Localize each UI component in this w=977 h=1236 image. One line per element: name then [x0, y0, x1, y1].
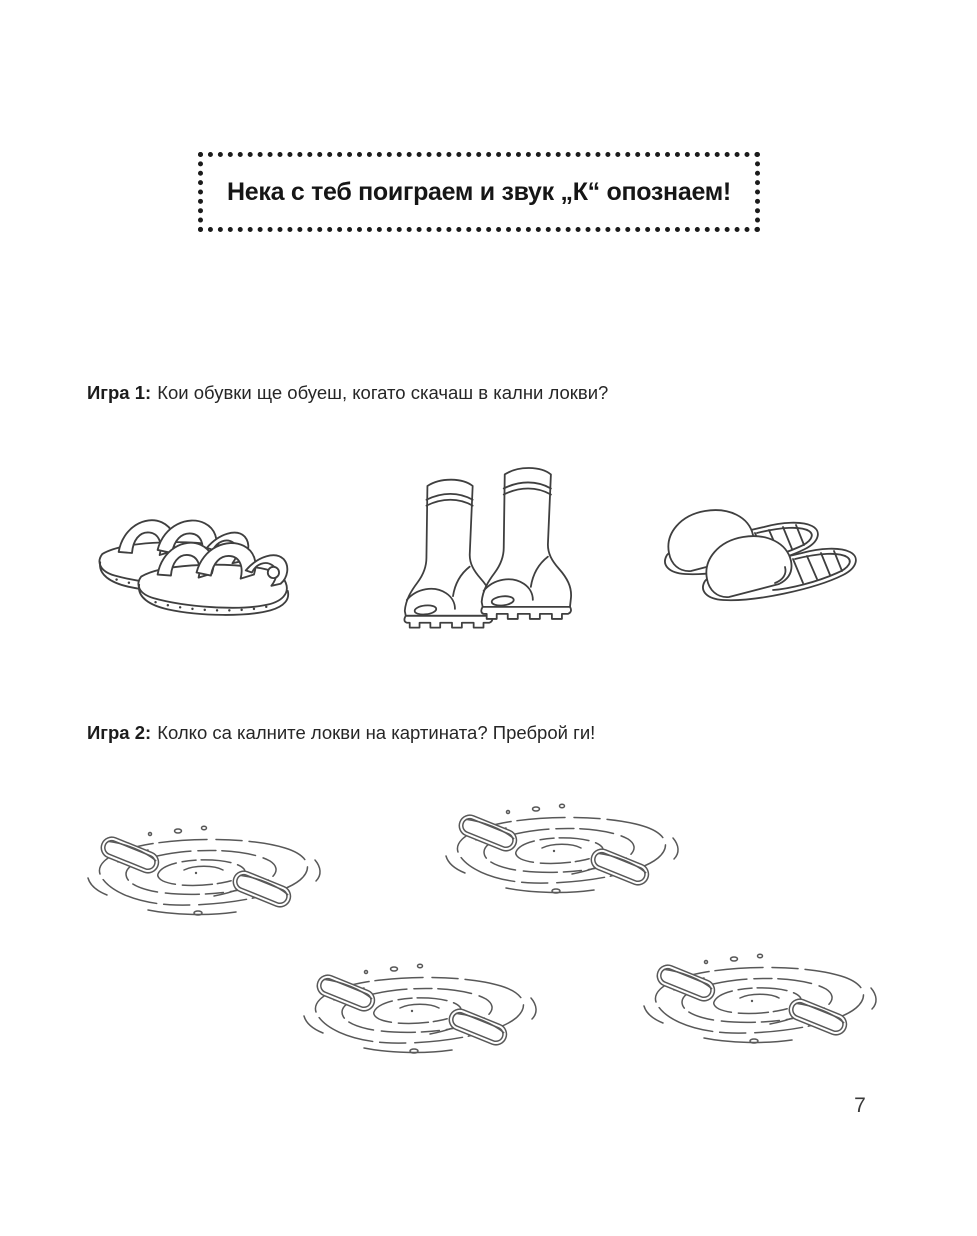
page-number: 7 [854, 1094, 866, 1117]
rubber-boots-image [392, 455, 574, 633]
puddle-image-2 [436, 796, 684, 898]
game-2-label: Игра 2: [87, 721, 152, 743]
slippers-image [655, 488, 865, 608]
puddle-image-3 [294, 956, 542, 1058]
puddle-image-4 [634, 946, 882, 1048]
page-title: Нека с теб поиграем и звук „К“ опознаем! [227, 177, 731, 206]
game-1-label: Игра 1: [87, 381, 152, 403]
puddle-image-1 [78, 818, 326, 920]
game-2-question: Колко са калните локви на картината? Преброй ги! [157, 721, 596, 743]
title-box [198, 152, 760, 232]
sandals-image [92, 490, 297, 616]
game-1-question: Кои обувки ще обуеш, когато скачаш в кални локви? [157, 381, 609, 403]
game-1-prompt [87, 382, 608, 404]
game-2-prompt [87, 722, 595, 744]
